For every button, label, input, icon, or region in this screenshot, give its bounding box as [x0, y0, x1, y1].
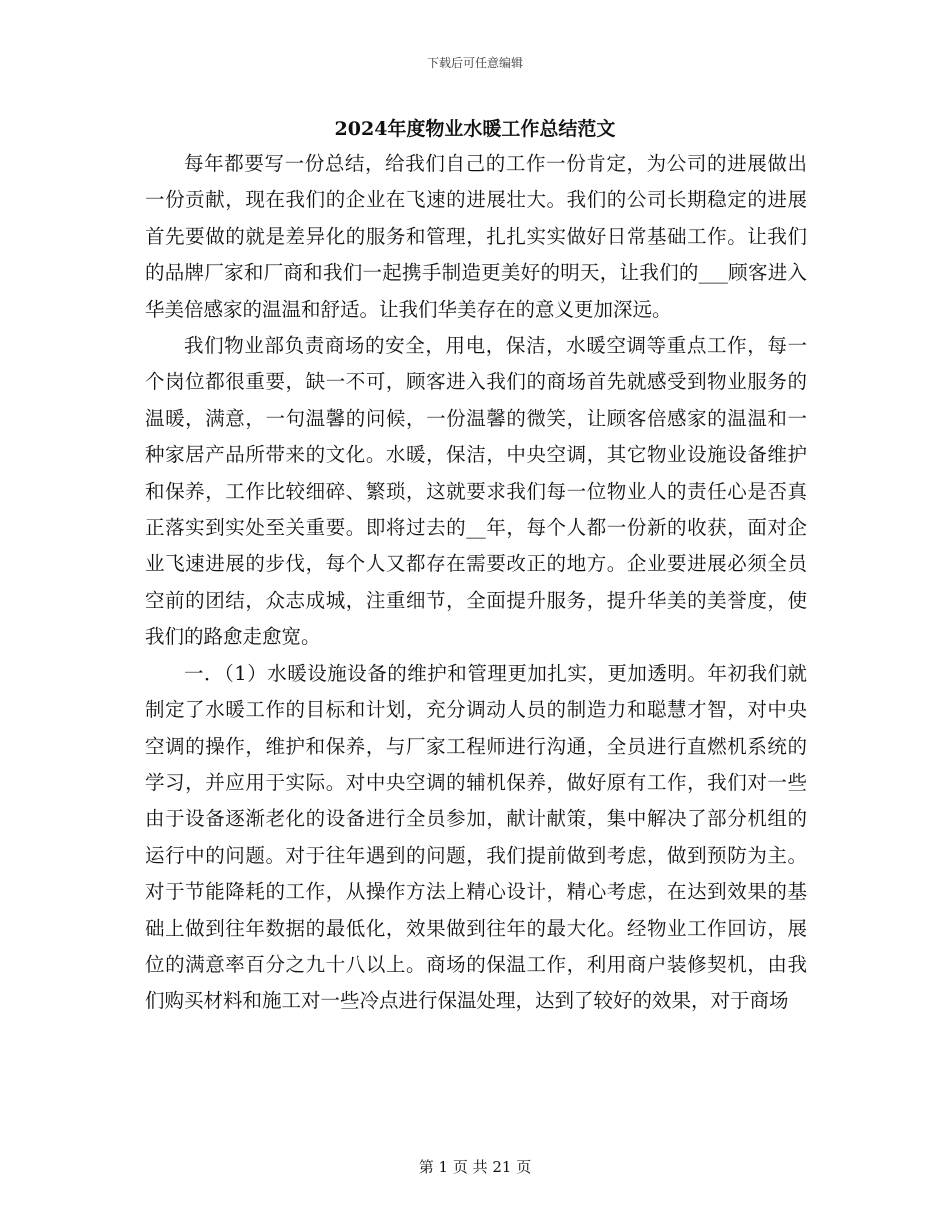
paragraph-section-one: 一．（1）水暖设施设备的维护和管理更加扎实，更加透明。年初我们就制定了水暖工作的目标和计划，充分调动人员的制造力和聪慧才智，对中央空调的操作，维护和保养，与厂家工程师进行沟通，全员进行直燃机系统的学习，并应用于实际。对中央空调的辅机保养，做好原有工作，我们对一些由于设备逐渐老化的设备进行全员参加，献计献策，集中解决了部分机组的运行中的问题。对于往年遇到的问题，我们提前做到考虑，做到预防为主。对于节能降耗的工作，从操作方法上精心设计，精心考虑，在达到效果的基础上做到往年数据的最低化，效果做到往年的最大化。经物业工作回访，展位的满意率百分之九十八以上。商场的保温工作，利用商户装修契机，由我们购买材料和施工对一些冷点进行保温处理，达到了较好的效果，对于商场 — [145, 661, 807, 1013]
header-note: 下载后可任意编辑 — [426, 56, 523, 70]
document-body — [145, 146, 807, 1020]
page-number: 第 1 页 共 21 页 — [418, 1158, 532, 1176]
paragraph-responsibilities: 我们物业部负责商场的安全，用电，保洁，水暖空调等重点工作，每一个岗位都很重要，缺一不可，顾客进入我们的商场首先就感受到物业服务的温暖，满意，一句温馨的问候，一份温馨的微笑，让顾客倍感家的温温和一种家居产品所带来的文化。水暖，保洁，中央空调，其它物业设施设备维护和保养，工作比较细碎、繁琐，这就要求我们每一位物业人的责任心是否真正落实到实处至关重要。即将过去的__年，每个人都一份新的收获，面对企业飞速进展的步伐，每个人又都存在需要改正的地方。企业要进展必须全员空前的团结，众志成城，注重细节，全面提升服务，提升华美的美誉度，使我们的路愈走愈宽。 — [145, 334, 807, 649]
paragraph-intro: 每年都要写一份总结，给我们自己的工作一份肯定，为公司的进展做出一份贡献，现在我们的企业在飞速的进展壮大。我们的公司长期稳定的进展首先要做的就是差异化的服务和管理，扎扎实实做好日常基础工作。让我们的品牌厂家和厂商和我们一起携手制造更美好的明天，让我们的___顾客进入华美倍感家的温温和舒适。让我们华美存在的意义更加深远。 — [145, 152, 807, 321]
document-title: 2024年度物业水暖工作总结范文 — [334, 118, 616, 140]
